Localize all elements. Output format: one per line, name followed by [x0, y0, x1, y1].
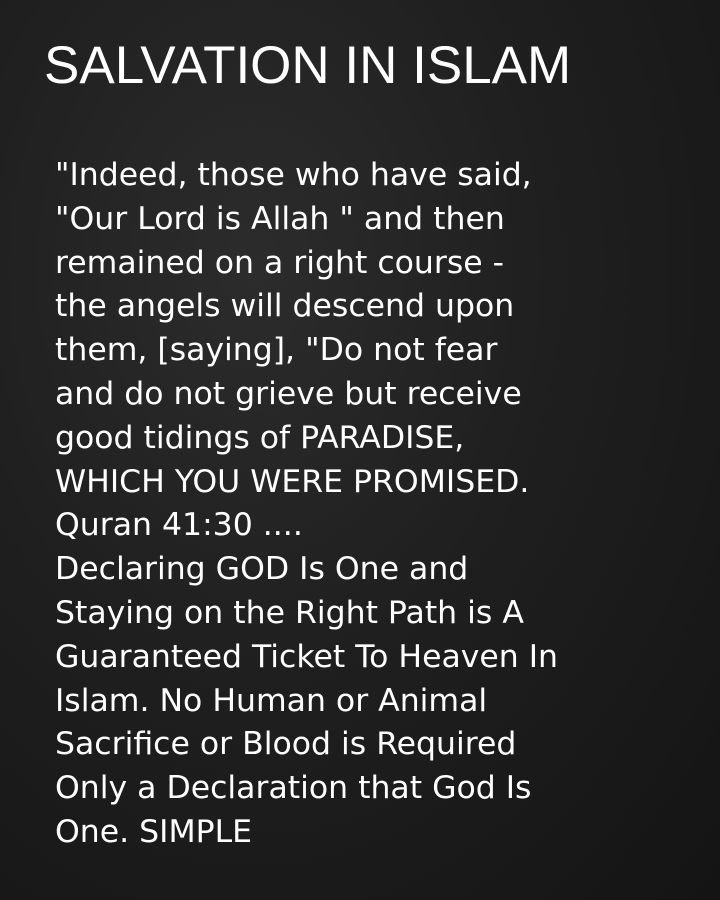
- text-line: Staying on the Right Path is A: [55, 594, 524, 631]
- quran-reference: Quran 41:30 ....: [55, 507, 303, 544]
- quote-body: [55, 154, 705, 855]
- text-line: them, [saying], "Do not fear: [55, 332, 498, 369]
- text-line: and do not grieve but receive: [55, 375, 522, 412]
- text-line: "Indeed, those who have said,: [55, 157, 532, 193]
- text-line: One. SIMPLE: [55, 813, 253, 850]
- text-line: Islam. No Human or Animal: [55, 682, 488, 719]
- text-line: Sacrifice or Blood is Required: [55, 726, 517, 763]
- text-line: good tidings of PARADISE,: [55, 419, 465, 456]
- text-line: Only a Declaration that God Is: [55, 770, 532, 807]
- text-line: WHICH YOU WERE PROMISED.: [55, 463, 530, 500]
- text-line: Declaring GOD Is One and: [55, 551, 469, 588]
- text-line: remained on a right course -: [55, 244, 504, 281]
- text-line: the angels will descend upon: [55, 288, 515, 325]
- page-title: SALVATION IN ISLAM: [44, 36, 572, 95]
- text-line: "Our Lord is Allah " and then: [55, 200, 505, 237]
- text-line: Guaranteed Ticket To Heaven In: [55, 638, 559, 675]
